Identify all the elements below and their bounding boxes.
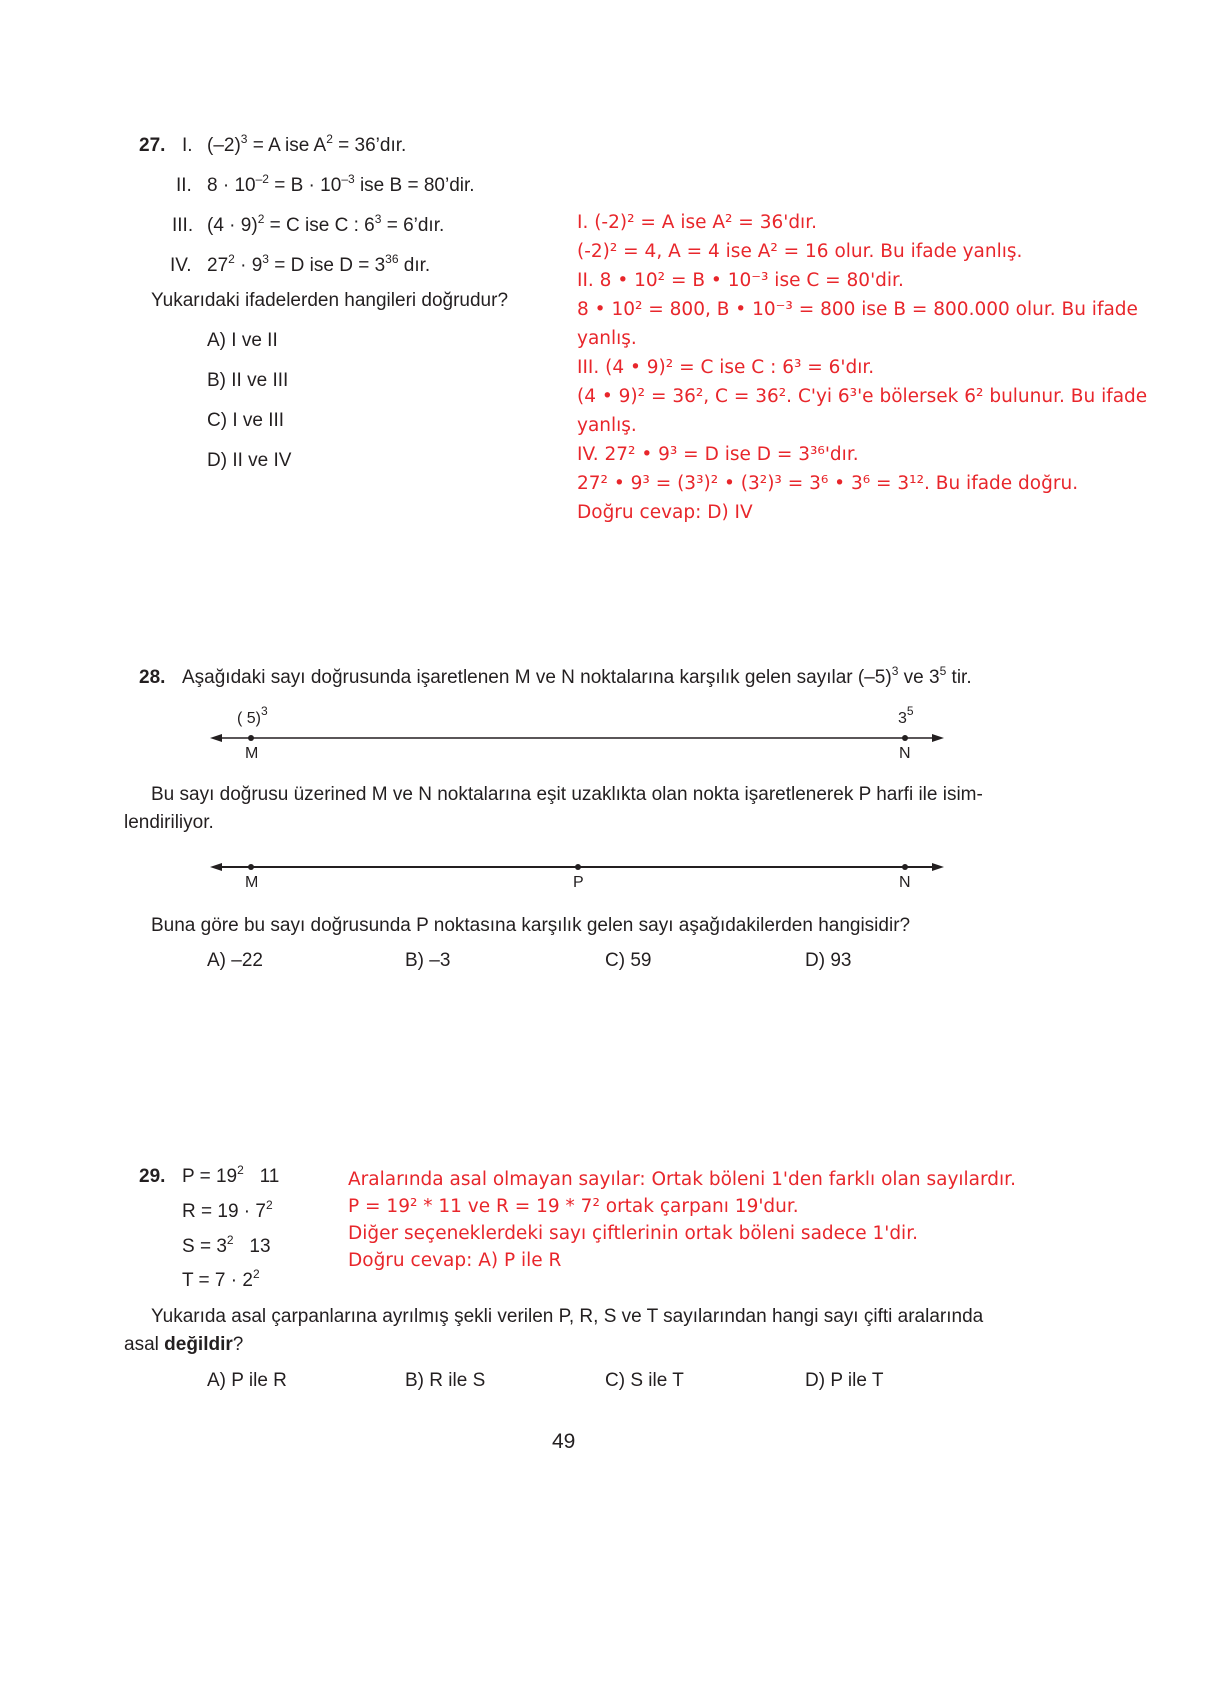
annotation-line: P = 19² * 11 ve R = 19 * 7² ortak çarpanı 19'dur.: [348, 1196, 799, 1217]
annotation-line: Aralarında asal olmayan sayılar: Ortak böleni 1'den farklı olan sayılardır.: [348, 1169, 1016, 1190]
annotation-line: III. (4 • 9)² = C ise C : 6³ = 6'dır.: [577, 357, 875, 378]
annotation-line: (4 • 9)² = 36², C = 36². C'yi 6³'e bölersek 6² bulunur. Bu ifade: [577, 386, 1148, 407]
q27-item-1: I. $(-2)^3 = A$ ise $A^2$ = 36’dır.: [182, 132, 407, 156]
q29-annotation: [348, 1166, 1016, 1274]
point-m: [248, 864, 254, 870]
q29-item-s: $S = 3^2$ 13: [182, 1233, 271, 1257]
right-arrow-icon: [932, 863, 944, 871]
point-n: [902, 864, 908, 870]
emphasis-text: değildir: [164, 1334, 233, 1355]
line1-right-value: $3^5$: [898, 704, 914, 727]
q27-question: Yukarıdaki ifadelerden hangileri doğrudur?: [151, 290, 509, 311]
q27-item-4: IV. $27^2 \cdot 9^3 = D$ ise $D = 3^{36}$ dır.: [170, 252, 431, 276]
q29-number: 29.: [139, 1166, 166, 1187]
annotation-line: yanlış.: [577, 328, 637, 349]
q28-stem: Aşağıdaki sayı doğrusunda işaretlenen M ve N noktalarına karşılık gelen sayılar $(-5)^3$ ve $3^5$ tir.: [182, 664, 972, 688]
point-m: [248, 735, 254, 741]
annotation-line: (-2)² = 4, A = 4 ise A² = 16 olur. Bu ifade yanlış.: [577, 241, 1023, 262]
page-number: 49: [552, 1430, 576, 1453]
q28-option-d[interactable]: D) 93: [805, 950, 852, 971]
line2-label-n: N: [899, 874, 911, 891]
q29-question-line1: Yukarıda asal çarpanlarına ayrılmış şekli verilen P, R, S ve T sayılarından hangi sayı çifti aralarında: [151, 1306, 984, 1327]
q28-text-line2: lendiriliyor.: [124, 812, 214, 833]
annotation-line: Doğru cevap: D) IV: [577, 502, 753, 523]
q27-item-2: II. $8 \cdot 10^{-2} = B \cdot 10^{-3}$ ise B = 80’dir.: [176, 172, 475, 196]
q28-option-a[interactable]: A) –22: [207, 950, 263, 971]
q27-option-d[interactable]: D) II ve IV: [207, 450, 292, 471]
line1-label-n: N: [899, 745, 911, 762]
annotation-line: IV. 27² • 9³ = D ise D = 3³⁶'dır.: [577, 444, 859, 465]
line1-left-value: ( 5)$^3$: [237, 704, 268, 727]
annotation-line: Doğru cevap: A) P ile R: [348, 1250, 562, 1271]
q28-question: Buna göre bu sayı doğrusunda P noktasına karşılık gelen sayı aşağıdakilerden hangisidir?: [151, 915, 911, 936]
point-p: [575, 864, 581, 870]
q28-text-line1: Bu sayı doğrusu üzerined M ve N noktalarına eşit uzaklıkta olan nokta işaretlenerek P harfi ile isim-: [151, 784, 983, 805]
q28-number: 28.: [139, 667, 166, 688]
q29-option-b[interactable]: B) R ile S: [405, 1370, 486, 1391]
q29-item-t: $T = 7 \cdot 2^2$: [182, 1267, 260, 1291]
q27-number: 27.: [139, 135, 166, 156]
annotation-line: I. (-2)² = A ise A² = 36'dır.: [577, 212, 817, 233]
annotation-line: 8 • 10² = 800, B • 10⁻³ = 800 ise B = 800.000 olur. Bu ifade: [577, 299, 1138, 320]
left-arrow-icon: [210, 863, 222, 871]
q29-option-a[interactable]: A) P ile R: [207, 1370, 287, 1391]
q28-option-b[interactable]: B) –3: [405, 950, 451, 971]
annotation-line: 27² • 9³ = (3³)² • (3²)³ = 3⁶ • 3⁶ = 3¹². Bu ifade doğru.: [577, 473, 1079, 494]
number-line-2: [210, 863, 944, 871]
left-arrow-icon: [210, 734, 222, 742]
number-line-1: [210, 734, 944, 742]
annotation-line: Diğer seçeneklerdeki sayı çiftlerinin ortak böleni sadece 1'dir.: [348, 1223, 918, 1244]
q29-item-r: $R = 19 \cdot 7^2$: [182, 1198, 273, 1222]
q29-item-p: $P = 19^2$ 11: [182, 1163, 280, 1187]
q27-option-a[interactable]: A) I ve II: [207, 330, 278, 351]
q28-option-c[interactable]: C) 59: [605, 950, 652, 971]
line2-label-p: P: [573, 874, 584, 891]
q27-option-c[interactable]: C) I ve III: [207, 410, 285, 431]
q27-option-b[interactable]: B) II ve III: [207, 370, 289, 391]
annotation-line: II. 8 • 10² = B • 10⁻³ ise C = 80'dir.: [577, 270, 904, 291]
q29-question-line2: asal değildir?: [124, 1334, 244, 1355]
q29-option-d[interactable]: D) P ile T: [805, 1370, 884, 1391]
line1-label-m: M: [245, 745, 259, 762]
right-arrow-icon: [932, 734, 944, 742]
q27-item-3: III. $(4 \cdot 9)^2 = C$ ise C : $6^3$ = 6’dır.: [172, 212, 445, 236]
line2-label-m: M: [245, 874, 259, 891]
q29-option-c[interactable]: C) S ile T: [605, 1370, 684, 1391]
point-n: [902, 735, 908, 741]
annotation-line: yanlış.: [577, 415, 637, 436]
